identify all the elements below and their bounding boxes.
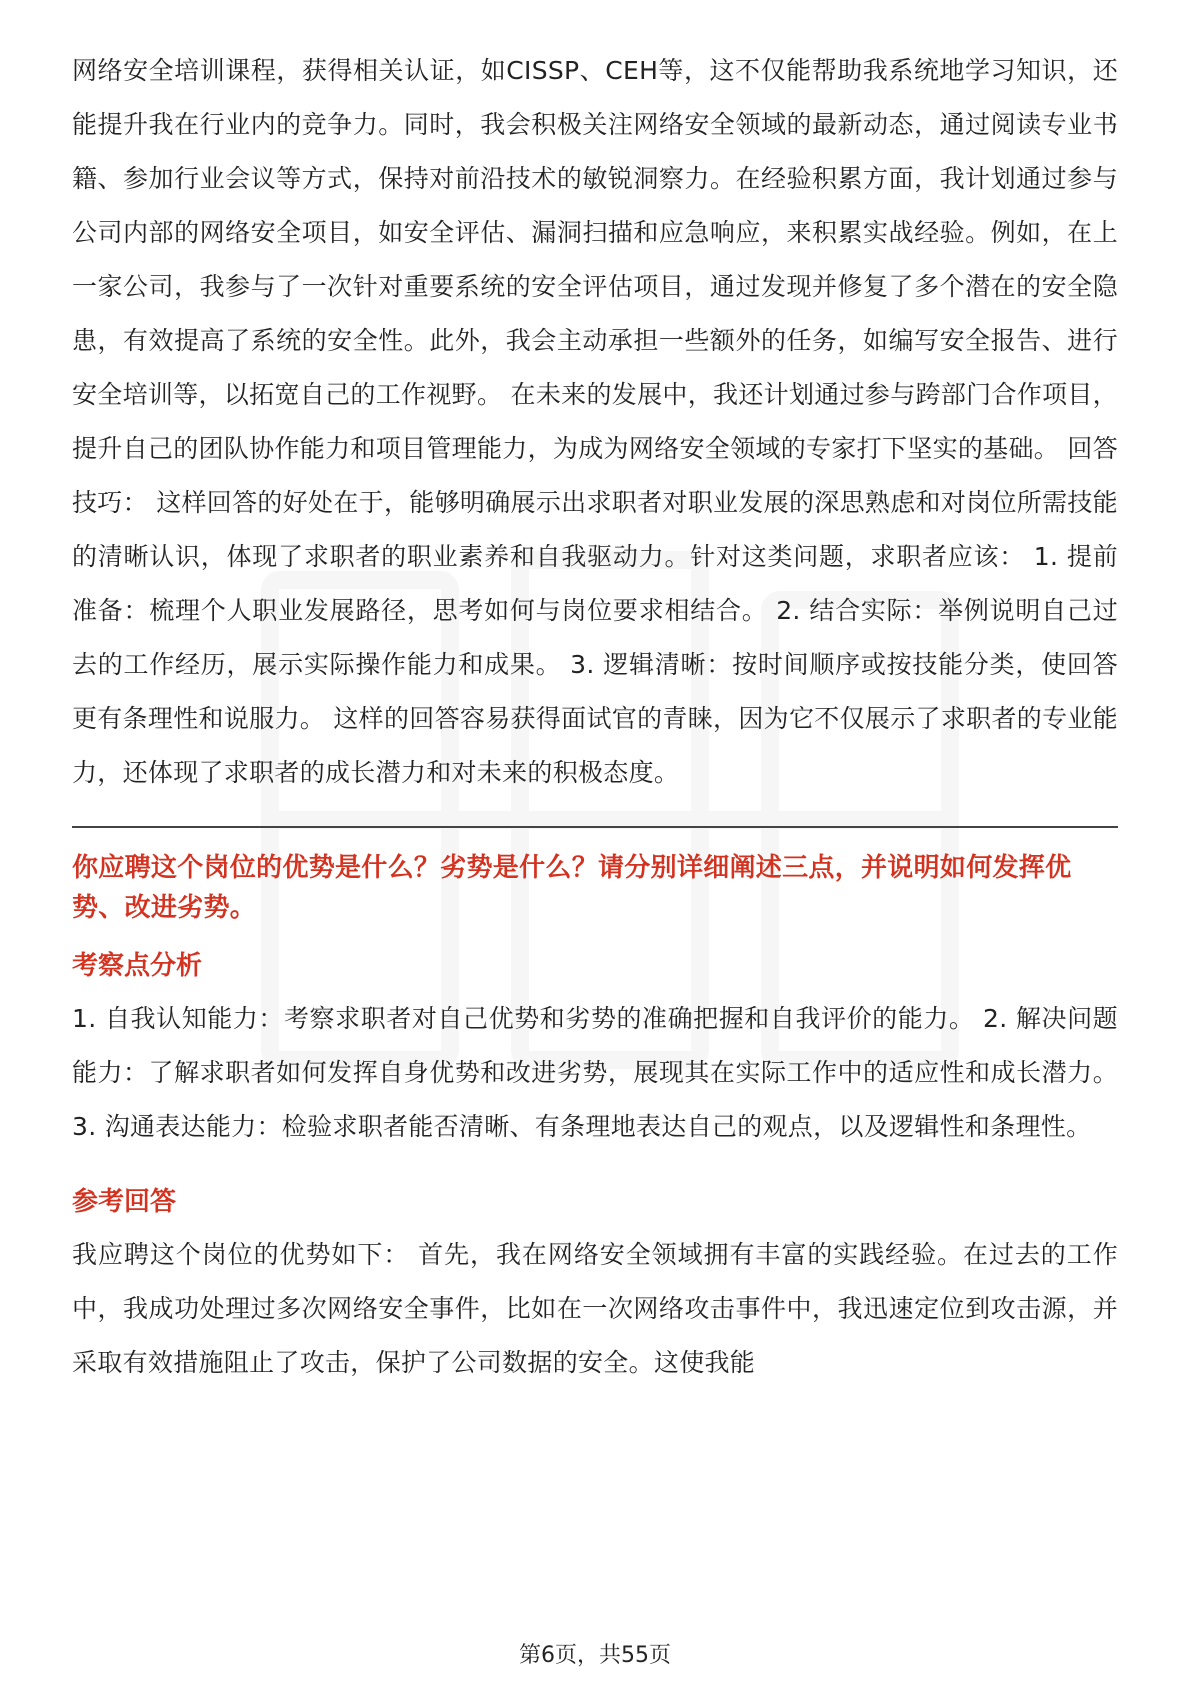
page-content: [72, 44, 1118, 1390]
section-divider: [72, 826, 1118, 828]
analysis-heading: 考察点分析: [72, 951, 203, 981]
page-number-footer: 第6页，共55页: [519, 1643, 671, 1668]
analysis-body: 1. 自我认知能力：考察求职者对自己优势和劣势的准确把握和自我评价的能力。 2. 解决问题能力：了解求职者如何发挥自身优势和改进劣势，展现其在实际工作中的适应性和成长潜力。 3. 沟通表达能力：检验求职者能否清晰、有条理地表达自己的观点，以及逻辑性和条理性。: [72, 1004, 1118, 1141]
reference-heading: 参考回答: [72, 1187, 177, 1217]
reference-body: 我应聘这个岗位的优势如下： 首先，我在网络安全领域拥有丰富的实践经验。在过去的工作中，我成功处理过多次网络安全事件，比如在一次网络攻击事件中，我迅速定位到攻击源，并采取有效措施阻止了攻击，保护了公司数据的安全。这使我能: [72, 1240, 1118, 1377]
body-paragraph: 网络安全培训课程，获得相关认证，如CISSP、CEH等，这不仅能帮助我系统地学习知识，还能提升我在行业内的竞争力。同时，我会积极关注网络安全领域的最新动态，通过阅读专业书籍、参加行业会议等方式，保持对前沿技术的敏锐洞察力。在经验积累方面，我计划通过参与公司内部的网络安全项目，如安全评估、漏洞扫描和应急响应，来积累实战经验。例如，在上一家公司，我参与了一次针对重要系统的安全评估项目，通过发现并修复了多个潜在的安全隐患，有效提高了系统的安全性。此外，我会主动承担一些额外的任务，如编写安全报告、进行安全培训等，以拓宽自己的工作视野。 在未来的发展中，我还计划通过参与跨部门合作项目，提升自己的团队协作能力和项目管理能力，为成为网络安全领域的专家打下坚实的基础。 回答技巧： 这样回答的好处在于，能够明确展示出求职者对职业发展的深思熟虑和对岗位所需技能的清晰认识，体现了求职者的职业素养和自我驱动力。针对这类问题，求职者应该： 1. 提前准备：梳理个人职业发展路径，思考如何与岗位要求相结合。 2. 结合实际：举例说明自己过去的工作经历，展示实际操作能力和成果。 3. 逻辑清晰：按时间顺序或按技能分类，使回答更有条理性和说服力。 这样的回答容易获得面试官的青睐，因为它不仅展示了求职者的专业能力，还体现了求职者的成长潜力和对未来的积极态度。: [72, 56, 1118, 787]
interview-question: 你应聘这个岗位的优势是什么？劣势是什么？请分别详细阐述三点，并说明如何发挥优势、改进劣势。: [72, 853, 1072, 923]
